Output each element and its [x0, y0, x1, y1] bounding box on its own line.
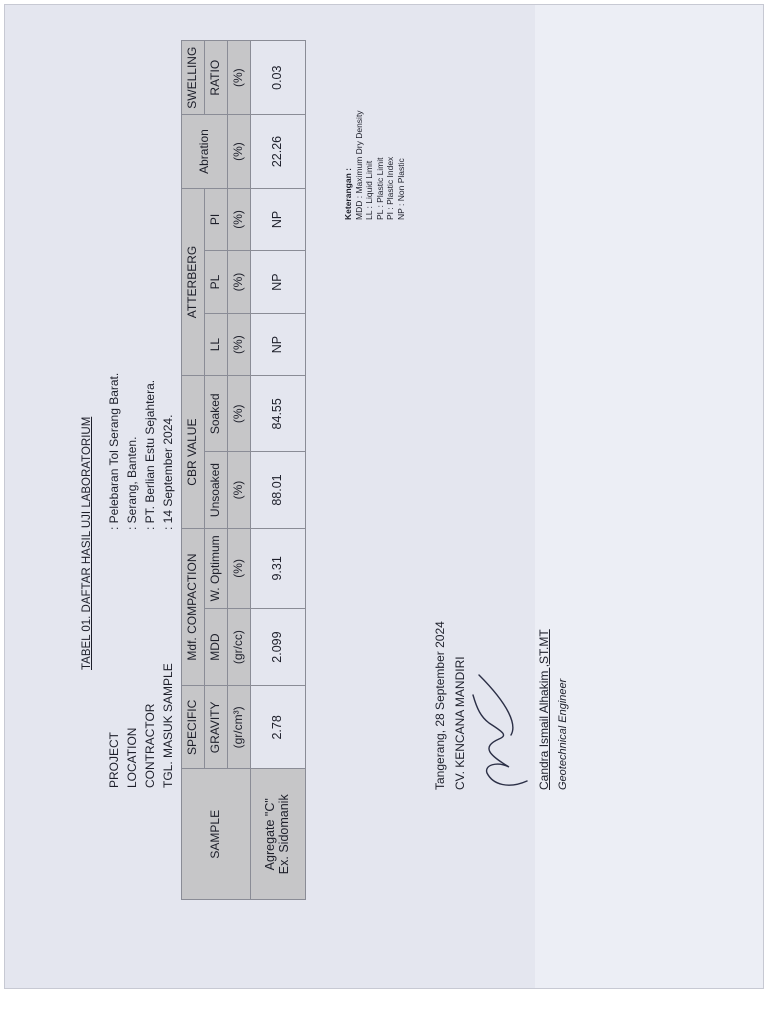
- sample-date-value: : 14 September 2024.: [161, 414, 175, 530]
- abration-header: Abration: [182, 115, 228, 188]
- engineer-role: Geotechnical Engineer: [557, 678, 569, 790]
- pl-header: PL: [205, 251, 228, 314]
- soaked-header: Soaked: [205, 376, 228, 452]
- soaked-unit: (%): [228, 376, 251, 452]
- contractor-label: CONTRACTOR: [143, 703, 157, 788]
- swelling-unit: (%): [228, 41, 251, 115]
- ll-header: LL: [205, 313, 228, 376]
- pl-unit: (%): [228, 251, 251, 314]
- unsoaked-header: Unsoaked: [205, 452, 228, 529]
- sg-value: 2.78: [251, 686, 306, 769]
- pi-unit: (%): [228, 188, 251, 251]
- document-page: [4, 4, 764, 989]
- unsoaked-unit: (%): [228, 452, 251, 529]
- note-item: PI : Plastic Index: [385, 156, 395, 220]
- swelling-header-line1: SWELLING: [182, 41, 205, 115]
- soaked-value: 84.55: [251, 376, 306, 452]
- mdd-header: MDD: [205, 608, 228, 685]
- unsoaked-value: 88.01: [251, 452, 306, 529]
- sample-name-line1: Agregate "C": [263, 798, 278, 871]
- ll-unit: (%): [228, 313, 251, 376]
- note-item: NP : Non Plastic: [395, 158, 406, 220]
- sg-header-line1: SPECIFIC: [182, 686, 205, 769]
- pi-header: PI: [205, 188, 228, 251]
- engineer-name: Candra Ismail Alhakim ,ST.MT: [537, 629, 551, 790]
- sample-date-label: TGL. MASUK SAMPLE: [161, 663, 175, 788]
- note-item: LL : Liquid Limit: [364, 160, 374, 220]
- results-table: [181, 40, 306, 900]
- sample-name-cell: [251, 769, 306, 900]
- sg-unit: (gr/cm³): [228, 686, 251, 769]
- note-item: MDD : Maximum Dry Density: [353, 110, 364, 220]
- w-optimum-header: W. Optimum: [205, 528, 228, 608]
- cbr-header: CBR VALUE: [182, 376, 205, 528]
- signature-date: Tangerang, 28 September 2024: [433, 621, 447, 790]
- handwritten-signature: [459, 655, 539, 795]
- pi-value: NP: [251, 188, 306, 251]
- w-optimum-unit: (%): [228, 528, 251, 608]
- project-label: PROJECT: [107, 731, 121, 788]
- mdd-unit: (gr/cc): [228, 608, 251, 685]
- mdd-value: 2.099: [251, 608, 306, 685]
- note-item: PL : Plastic Limit: [374, 157, 385, 220]
- sample-name-line2: Ex. Sidomanik: [277, 794, 291, 875]
- signature-company: CV. KENCANA MANDIRI: [453, 656, 467, 790]
- abration-value: 22.26: [251, 115, 306, 188]
- w-optimum-value: 9.31: [251, 528, 306, 608]
- swelling-header-line2: RATIO: [205, 41, 228, 115]
- location-value: : Serang, Banten.: [125, 436, 139, 530]
- notes-legend: [343, 110, 406, 220]
- atterberg-header: ATTERBERG: [182, 188, 205, 376]
- project-value: : Pelebaran Tol Serang Barat.: [107, 372, 121, 530]
- swelling-value: 0.03: [251, 41, 306, 115]
- location-label: LOCATION: [125, 727, 139, 788]
- rotated-page-content: [61, 40, 621, 940]
- pl-value: NP: [251, 251, 306, 314]
- contractor-value: : PT. Berlian Estu Sejahtera.: [143, 379, 157, 530]
- table-row: [251, 41, 306, 900]
- ll-value: NP: [251, 313, 306, 376]
- sample-header: SAMPLE: [182, 769, 251, 900]
- compaction-header: Mdf. COMPACTION: [182, 528, 205, 685]
- sg-header-line2: GRAVITY: [205, 686, 228, 769]
- document-title: TABEL 01. DAFTAR HASIL UJI LABORATORIUM: [81, 416, 93, 670]
- abration-unit: (%): [228, 115, 251, 188]
- notes-heading: Keterangan :: [343, 168, 353, 220]
